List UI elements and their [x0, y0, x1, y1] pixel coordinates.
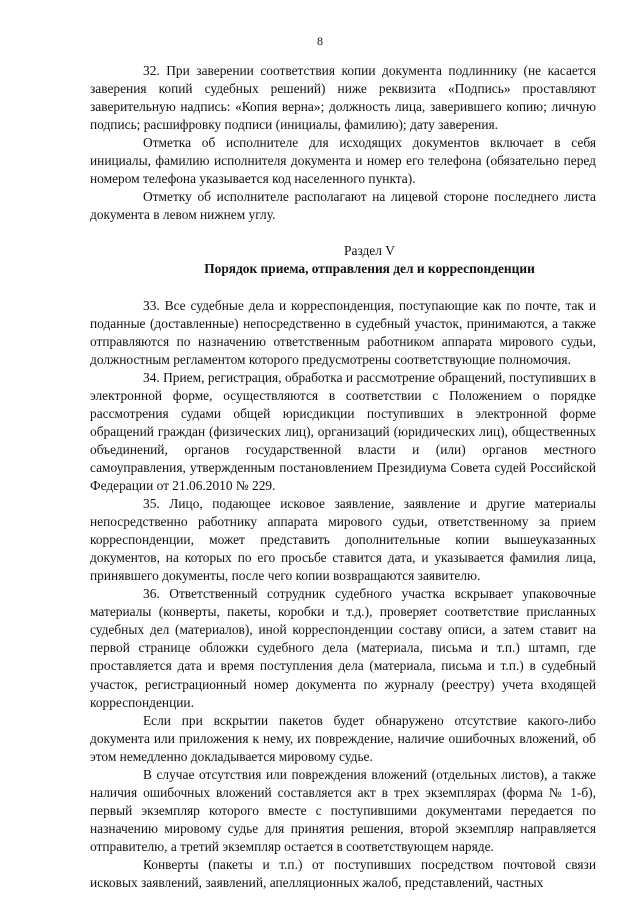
- paragraph-executor-placement: Отметку об исполнителе располагают на лицевой стороне последнего листа документа в левом нижнем углу.: [90, 189, 596, 223]
- paragraph-33: 33. Все судебные дела и корреспонденция, поступающие как по почте, так и поданные (доставленные) непосредственно в судебный участок, принимаются, а также отправляются по назначению ответственным работником аппарата мирового судьи, должностным регламентом которого предусмотрены соответствующие полномочия.: [90, 297, 596, 367]
- spacer: [90, 224, 596, 242]
- paragraph-32: 32. При заверении соответствия копии документа подлиннику (не касается заверения копий судебных решений) ниже реквизита «Подпись» проставляют заверительную надпись: «Копия верна»; должность лица, заверившего копию; личную подпись; расшифровку подписи (инициалы, фамилию); дату заверения.: [90, 63, 596, 133]
- section-title: Раздел V: [344, 243, 395, 259]
- paragraph-envelopes: Конверты (пакеты и т.п.) от поступивших посредством почтовой связи исковых заявлений, заявлений, апелляционных жалоб, представлений, частных: [90, 856, 596, 891]
- section-subtitle: Порядок приема, отправления дел и корреспонденции: [204, 261, 535, 277]
- paragraph-35: 35. Лицо, подающее исковое заявление, заявление и другие материалы непосредственно работнику аппарата мирового судьи, ответственному за прием корреспонденции, может представить дополнительные копии вышеуказанных документов, на которых по его просьбе ставится дата, и указывается фамилия лица, принявшего документы, после чего копии возвращаются заявителю.: [90, 496, 596, 584]
- paragraph-34: 34. Прием, регистрация, обработка и рассмотрение обращений, поступивших в электронной форме, осуществляются в соответствии с Положением о порядке рассмотрения судами общей юрисдикции поступивших в электронной форме обращений граждан (физических лиц), организаций (юридических лиц), общественных объединений, органов государственной власти и (или) органов местного самоуправления, утвержденным постановлением Президиума Совета судей Российской Федерации от 21.06.2010 № 229.: [90, 369, 596, 493]
- paragraph-executor-note: Отметка об исполнителе для исходящих документов включает в себя инициалы, фамилию исполнителя документа и номер его телефона (обязательно перед номером телефона указывается код населенного пункта).: [90, 135, 596, 187]
- page-number: 8: [317, 34, 323, 48]
- paragraph-missing-documents: Если при вскрытии пакетов будет обнаружено отсутствие какого-либо документа или приложения к нему, их повреждение, наличие ошибочных вложений, об этом немедленно докладывается мировому судье.: [90, 712, 596, 764]
- paragraph-36: 36. Ответственный сотрудник судебного участка вскрывает упаковочные материалы (конверты, пакеты, коробки и т.д.), проверяет соответствие присланных судебных дел (материалов), иной корреспонденции составу описи, а затем ставит на первой странице обложки судебного дела (материала, письма и т.п.) штамп, где проставляется дата и время поступления дела (материала, письма и т.п.) в судебный участок, регистрационный номер документа по журналу (реестру) учета входящей корреспонденции.: [90, 586, 596, 710]
- document-body: [90, 62, 596, 892]
- paragraph-damage-act: В случае отсутствия или повреждения вложений (отдельных листов), а также наличия ошибочных вложений составляется акт в трех экземплярах (форма № 1-б), первый экземпляр которого вместе с поступившими документами передается по назначению мировому судье для принятия решения, второй экземпляр направляется отправителю, а третий экземпляр остается в соответствующем наряде.: [90, 766, 596, 854]
- spacer: [90, 279, 596, 297]
